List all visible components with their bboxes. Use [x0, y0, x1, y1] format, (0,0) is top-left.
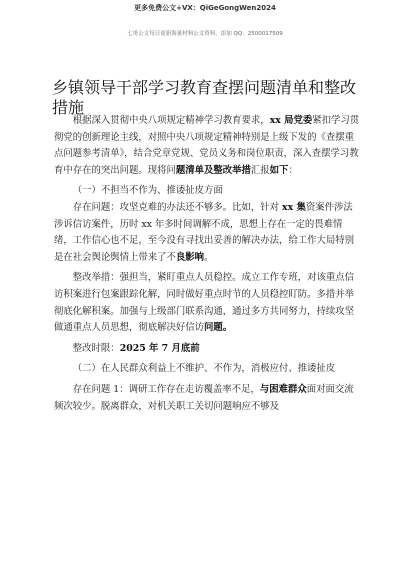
promo-header: 更多免费公文+VX：QiGeGongWen2024 — [134, 4, 276, 12]
section-1-deadline: 整改时限：2025 年 7 月底前 — [72, 342, 200, 354]
section-1-heading: （一）不担当不作为、推诿扯皮方面 — [72, 185, 223, 197]
section-2-problem: 存在问题 1：调研工作存在走访覆盖率不足，与困难群众面对面交流频次较少。脱离群众，对机关职工关切问题响应不够及 — [54, 383, 354, 412]
section-1-measure: 整改举措：强担当，紧盯重点人员稳控。成立工作专班，对该重点信访积案进行包案跟踪化解，同时做好重点时节的人员稳控盯防。多措并举彻底化解积案。加强与上级部门联系沟通，通过多方共同努力，持续攻坚做通重点人员思想，彻底解决好信访问题。 — [54, 272, 355, 334]
update-notice: 七哥公文每日更新海量材料公文资料，添加 QQ：2500017509 — [127, 31, 283, 37]
section-2-heading: （二）在人民群众利益上不维护、不作为，消极应付、推诿扯皮 — [72, 363, 336, 375]
intro-paragraph: 根据深入贯彻中央八项规定精神学习教育要求，xx 局党委紧扣学习贯彻党的创新理论主线，对照中央八项规定精神特别是上级下发的《查摆重点问题参考清单》，结合党章党规、党员义务和岗位职责，深入查摆学习教育中存在的突出问题。现将问题清单及整改举措汇报如下： — [54, 115, 360, 176]
section-1-problem: 存在问题：攻坚克难的办法还不够多。比如，针对 xx 集资案件涉法涉诉信访案件，历时 xx 年多时间调解不成，思想上存在一定的畏难情绪，工作信心也不足，至今没有寻找出妥善的解决办法，给工作大局特别是在社会舆论舆情上带来了不良影响。 — [54, 201, 355, 263]
document-body — [54, 113, 360, 415]
document-title: 乡镇领导干部学习教育查摆问题清单和整改措施 — [52, 78, 357, 117]
